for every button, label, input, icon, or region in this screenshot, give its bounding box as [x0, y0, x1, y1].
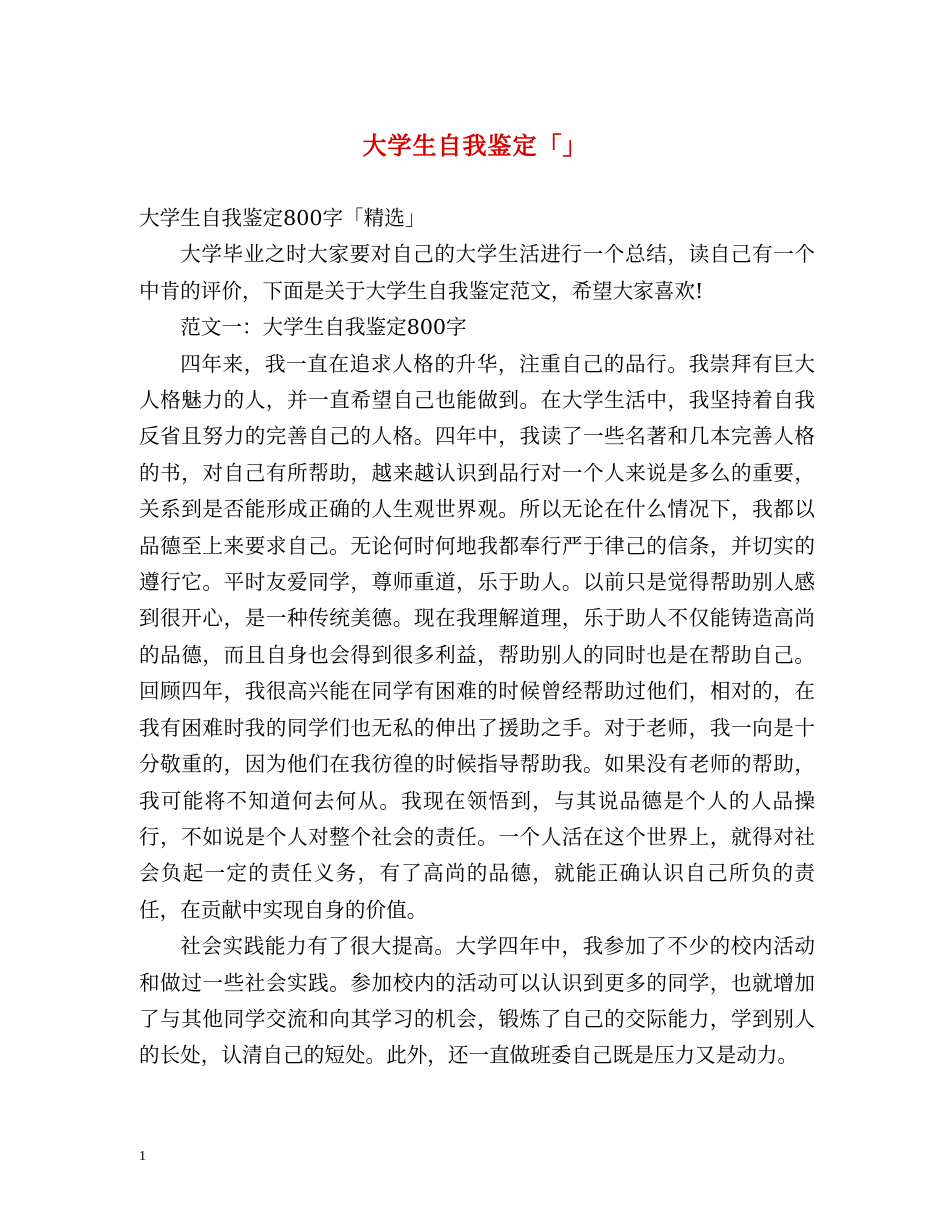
paragraph-sample-heading: 范文一：大学生自我鉴定800字 — [180, 315, 467, 340]
document-body — [139, 200, 815, 1074]
page-number: 1 — [139, 1149, 146, 1164]
paragraph-intro: 大学毕业之时大家要对自己的大学生活进行一个总结，读自己有一个中肯的评价，下面是关于大学生自我鉴定范文，希望大家喜欢! — [139, 242, 815, 303]
document-title: 大学生自我鉴定「」 — [362, 131, 588, 160]
paragraph-character: 四年来，我一直在追求人格的升华，注重自己的品行。我崇拜有巨大人格魅力的人，并一直希望自己也能做到。在大学生活中，我坚持着自我反省且努力的完善自己的人格。四年中，我读了一些名著和几本完善人格的书，对自己有所帮助，越来越认识到品行对一个人来说是多么的重要，关系到是否能形成正确的人生观世界观。所以无论在什么情况下，我都以品德至上来要求自己。无论何时何地我都奉行严于律己的信条，并切实的遵行它。平时友爱同学，尊师重道，乐于助人。以前只是觉得帮助别人感到很开心，是一种传统美德。现在我理解道理，乐于助人不仅能铸造高尚的品德，而且自身也会得到很多利益，帮助别人的同时也是在帮助自己。回顾四年，我很高兴能在同学有困难的时候曾经帮助过他们，相对的，在我有困难时我的同学们也无私的伸出了援助之手。对于老师，我一向是十分敬重的，因为他们在我彷徨的时候指导帮助我。如果没有老师的帮助，我可能将不知道何去何从。我现在领悟到，与其说品德是个人的人品操行，不如说是个人对整个社会的责任。一个人活在这个世界上，就得对社会负起一定的责任义务，有了高尚的品德，就能正确认识自己所负的责任，在贡献中实现自身的价值。 — [139, 351, 815, 922]
document-subtitle: 大学生自我鉴定800字「精选」 — [139, 206, 426, 230]
paragraph-social-practice: 社会实践能力有了很大提高。大学四年中，我参加了不少的校内活动和做过一些社会实践。参加校内的活动可以认识到更多的同学，也就增加了与其他同学交流和向其学习的机会，锻炼了自己的交际能力，学到别人的长处，认清自己的短处。此外，还一直做班委自己既是压力又是动力。 — [139, 934, 815, 1068]
